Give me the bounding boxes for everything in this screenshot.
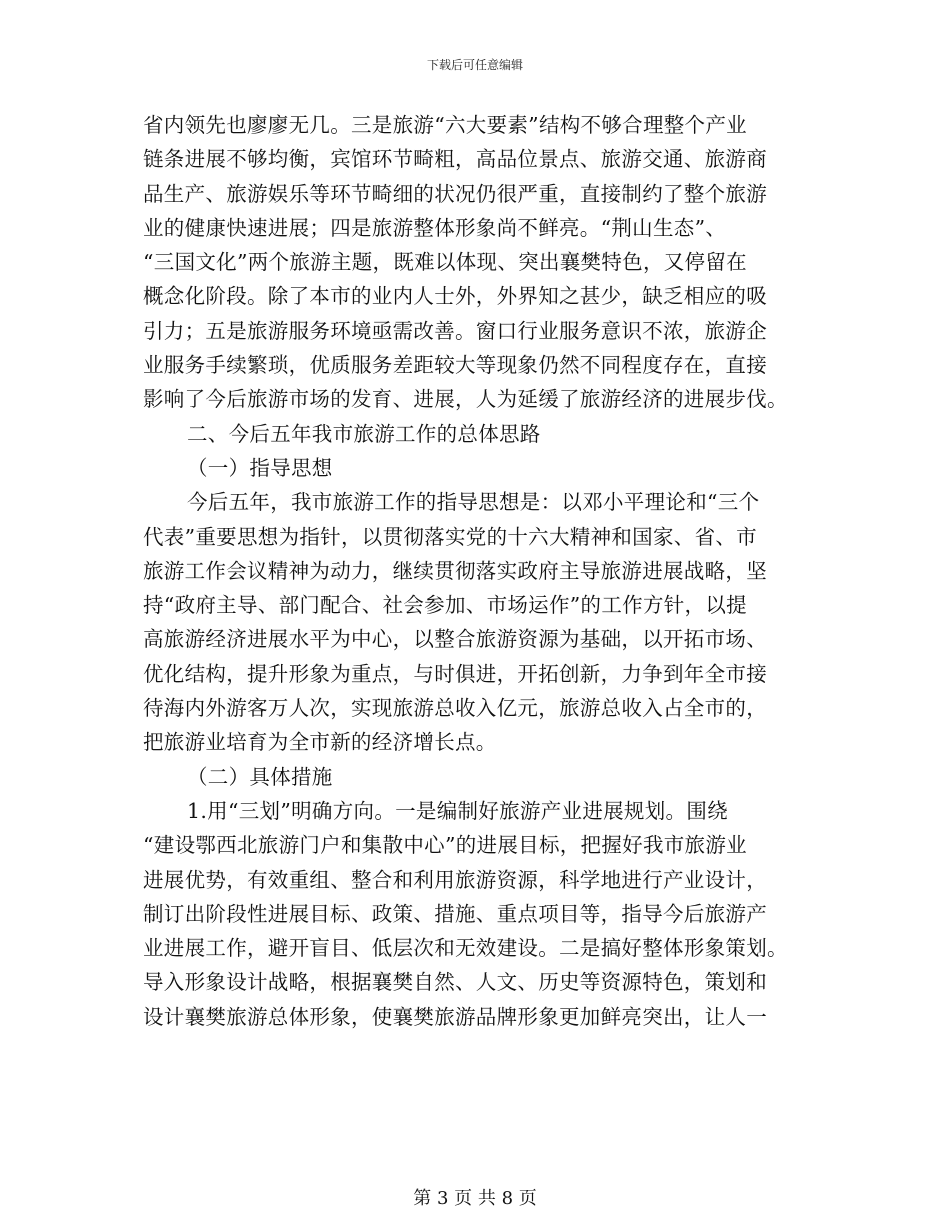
subsection-heading: （二）具体措施 bbox=[187, 764, 333, 789]
text-line: 业服务手续繁琐，优质服务差距较大等现象仍然不同程度存在，直接 bbox=[143, 353, 767, 378]
text-line: “三国文化”两个旅游主题，既难以体现、突出襄樊特色，又停留在 bbox=[143, 250, 747, 275]
text-line: 待海内外游客万人次，实现旅游总收入亿元，旅游总收入占全市的， bbox=[143, 696, 767, 721]
text-line: 链条进展不够均衡，宾馆环节畸粗，高品位景点、旅游交通、旅游商 bbox=[143, 147, 767, 172]
text-line: 高旅游经济进展水平为中心，以整合旅游资源为基础，以开拓市场、 bbox=[143, 627, 767, 652]
text-line: 设计襄樊旅游总体形象，使襄樊旅游品牌形象更加鲜亮突出，让人一 bbox=[143, 1004, 767, 1029]
text-line: 业进展工作，避开盲目、低层次和无效建设。二是搞好整体形象策划。 bbox=[143, 936, 788, 961]
text-line: 1.用“三划”明确方向。一是编制好旅游产业进展规划。围绕 bbox=[187, 798, 728, 823]
text-line: 业的健康快速进展；四是旅游整体形象尚不鲜亮。“荆山生态”、 bbox=[143, 215, 727, 240]
text-line: “建设鄂西北旅游门户和集散中心”的进展目标，把握好我市旅游业 bbox=[143, 833, 747, 858]
document-body bbox=[143, 108, 813, 1034]
section-heading: 二、今后五年我市旅游工作的总体思路 bbox=[187, 421, 541, 446]
text-line: 概念化阶段。除了本市的业内人士外，外界知之甚少，缺乏相应的吸 bbox=[143, 284, 767, 309]
text-line: 旅游工作会议精神为动力，继续贯彻落实政府主导旅游进展战略，坚 bbox=[143, 558, 767, 583]
subsection-heading: （一）指导思想 bbox=[187, 455, 333, 480]
text-line: 优化结构，提升形象为重点，与时俱进，开拓创新，力争到年全市接 bbox=[143, 661, 767, 686]
text-line: 把旅游业培育为全市新的经济增长点。 bbox=[143, 730, 497, 755]
text-line: 制订出阶段性进展目标、政策、措施、重点项目等，指导今后旅游产 bbox=[143, 901, 767, 926]
page-number: 第 3 页 共 8 页 bbox=[413, 1188, 537, 1209]
text-line: 今后五年，我市旅游工作的指导思想是：以邓小平理论和“三个 bbox=[187, 490, 760, 515]
text-line: 进展优势，有效重组、整合和利用旅游资源，科学地进行产业设计， bbox=[143, 867, 767, 892]
text-line: 省内领先也廖廖无几。三是旅游“六大要素”结构不够合理整个产业 bbox=[143, 113, 747, 137]
text-line: 导入形象设计战略，根据襄樊自然、人文、历史等资源特色，策划和 bbox=[143, 970, 767, 995]
text-line: 持“政府主导、部门配合、社会参加、市场运作”的工作方针，以提 bbox=[143, 593, 747, 618]
text-line: 代表”重要思想为指针，以贯彻落实党的十六大精神和国家、省、市 bbox=[143, 524, 757, 549]
text-line: 影响了今后旅游市场的发育、进展，人为延缓了旅游经济的进展步伐。 bbox=[143, 387, 788, 412]
text-line: 引力；五是旅游服务环境亟需改善。窗口行业服务意识不浓，旅游企 bbox=[143, 318, 767, 343]
page-header-note: 下载后可任意编辑 bbox=[426, 58, 523, 72]
text-line: 品生产、旅游娱乐等环节畸细的状况仍很严重，直接制约了整个旅游 bbox=[143, 181, 767, 206]
